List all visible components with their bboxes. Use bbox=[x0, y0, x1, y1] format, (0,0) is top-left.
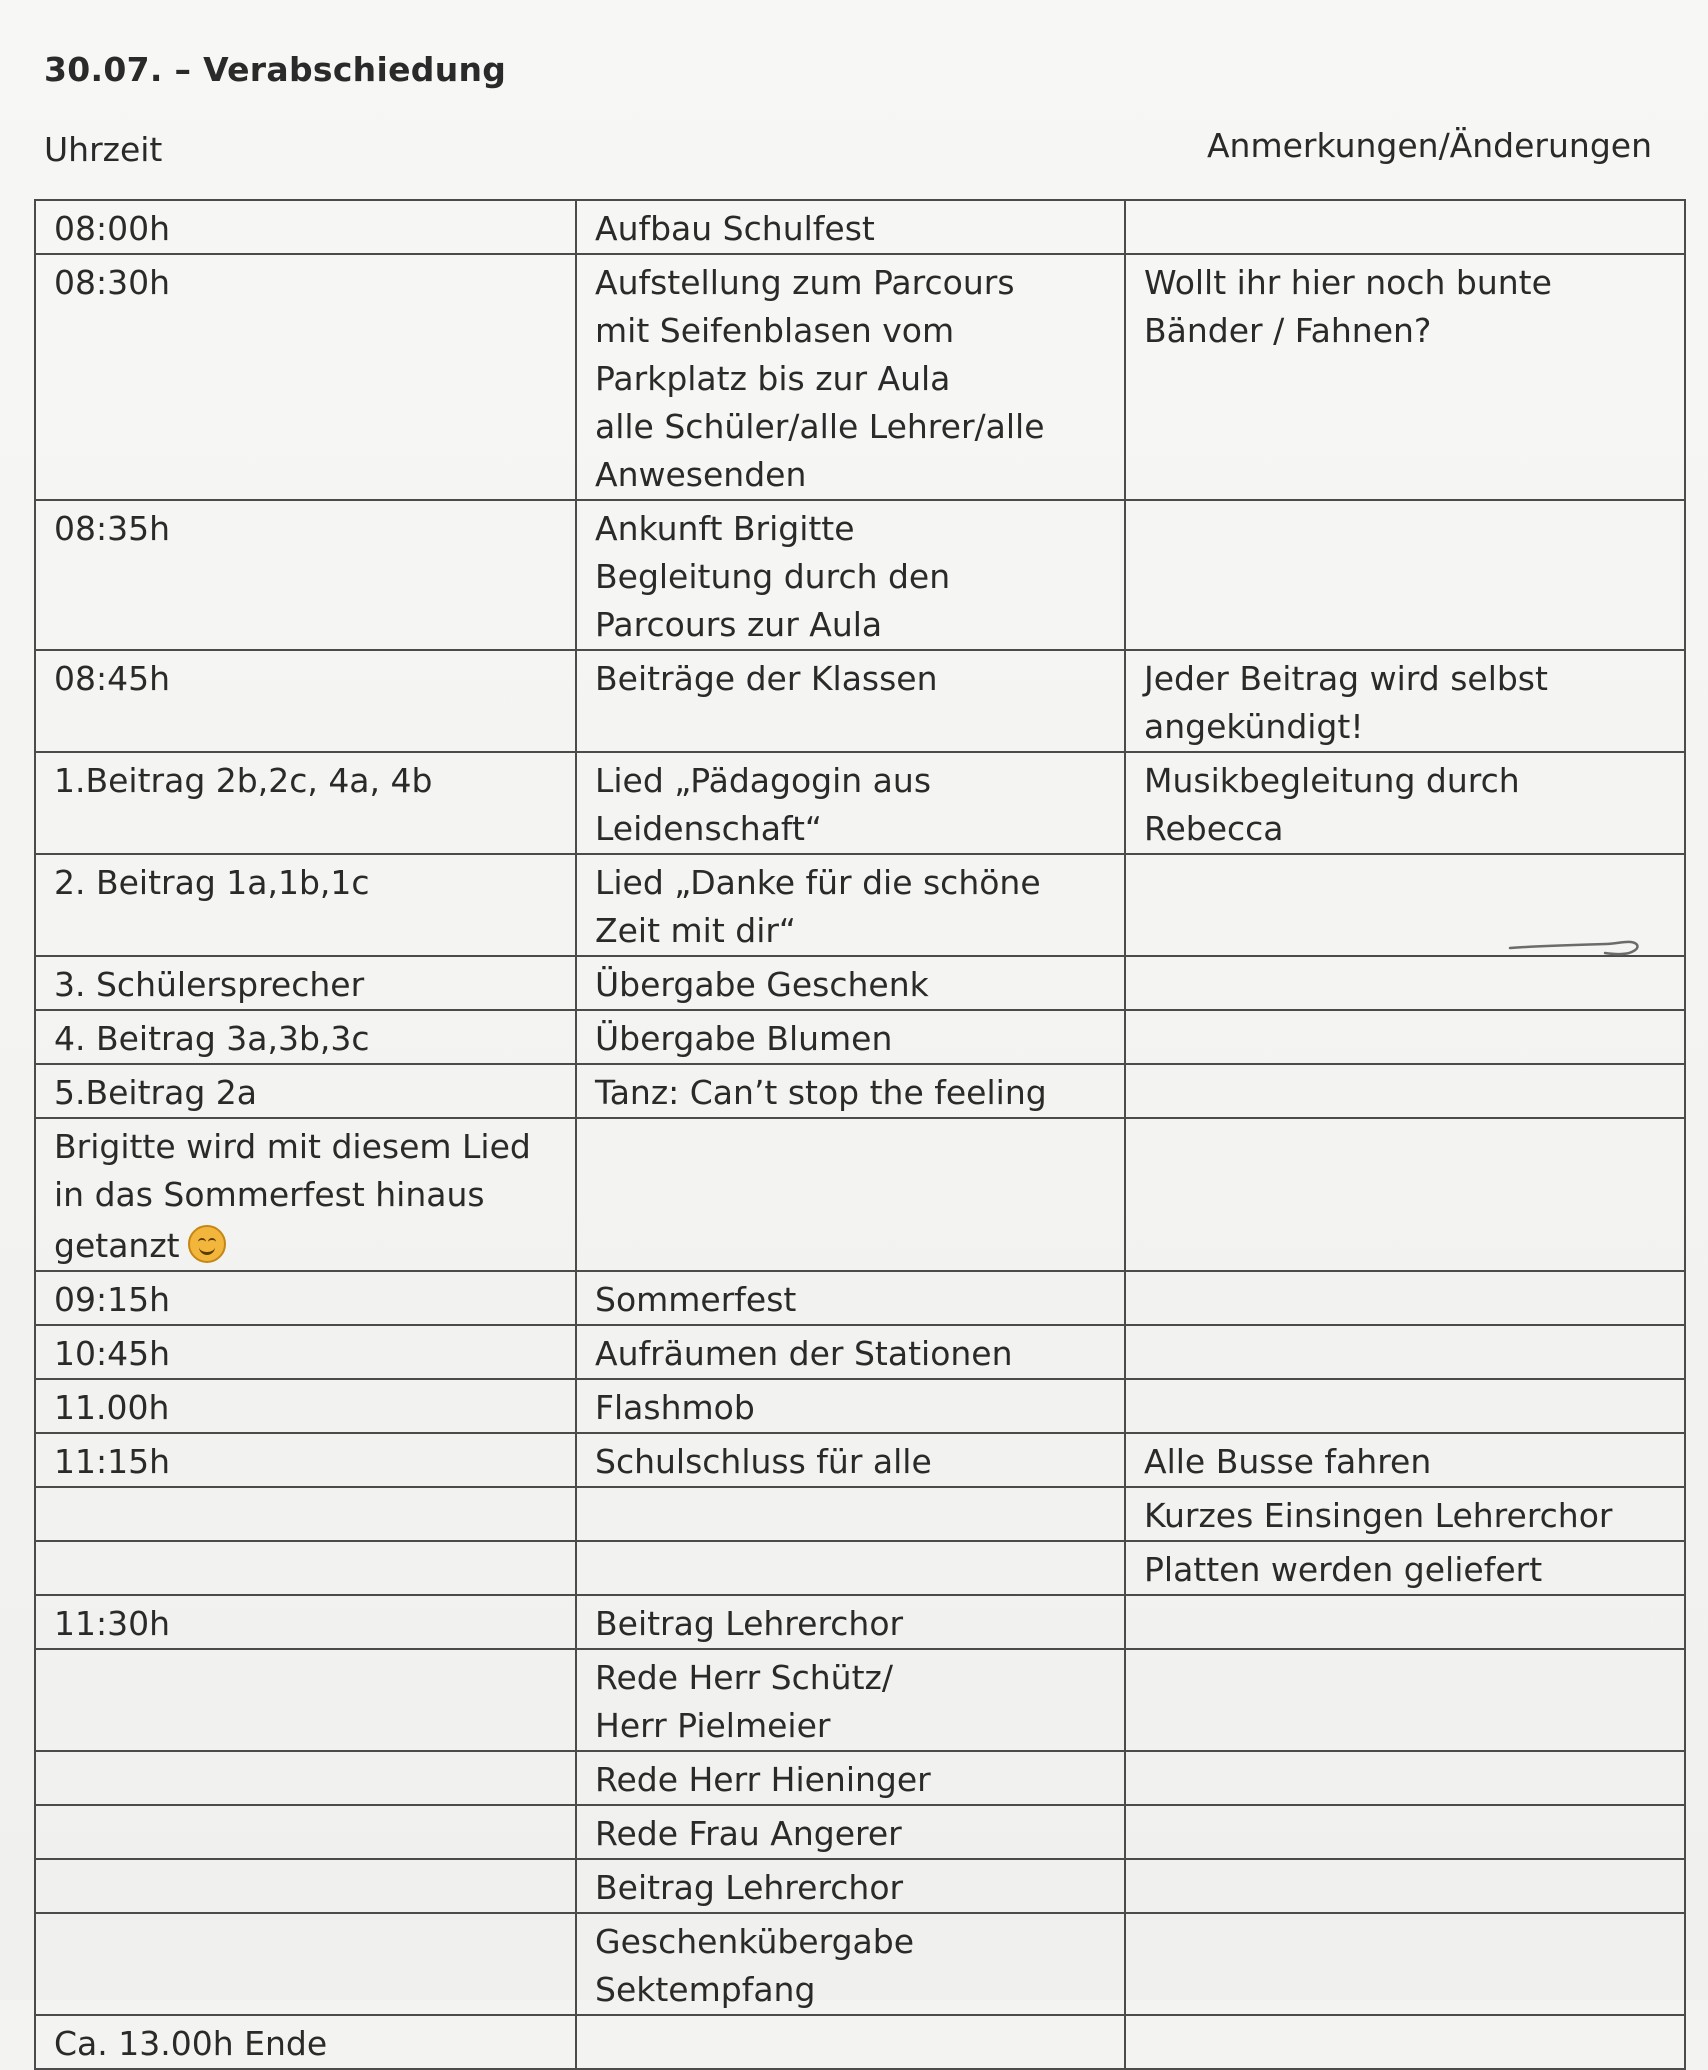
note-cell bbox=[1125, 956, 1685, 1010]
time-cell: 08:35h bbox=[35, 500, 576, 650]
event-cell: Übergabe Blumen bbox=[576, 1010, 1125, 1064]
schedule-table-wrapper bbox=[34, 199, 1684, 2070]
table-row bbox=[35, 200, 1685, 254]
time-cell: 10:45h bbox=[35, 1325, 576, 1379]
table-row bbox=[35, 1379, 1685, 1433]
table-row bbox=[35, 254, 1685, 500]
note-cell bbox=[1125, 1325, 1685, 1379]
note-cell bbox=[1125, 1064, 1685, 1118]
table-row bbox=[35, 1805, 1685, 1859]
table-row bbox=[35, 1649, 1685, 1751]
note-cell bbox=[1125, 1859, 1685, 1913]
event-cell: Aufräumen der Stationen bbox=[576, 1325, 1125, 1379]
event-cell bbox=[576, 2015, 1125, 2069]
event-cell: Sommerfest bbox=[576, 1271, 1125, 1325]
note-cell bbox=[1125, 1805, 1685, 1859]
event-cell: Schulschluss für alle bbox=[576, 1433, 1125, 1487]
time-cell: 5.Beitrag 2a bbox=[35, 1064, 576, 1118]
time-cell-text: Brigitte wird mit diesem Lied in das Sommerfest hinaus getanzt bbox=[54, 1127, 531, 1265]
table-row bbox=[35, 752, 1685, 854]
event-cell: Beiträge der Klassen bbox=[576, 650, 1125, 752]
event-cell: Aufbau Schulfest bbox=[576, 200, 1125, 254]
time-cell: 1.Beitrag 2b,2c, 4a, 4b bbox=[35, 752, 576, 854]
note-cell: Alle Busse fahren bbox=[1125, 1433, 1685, 1487]
table-row bbox=[35, 1325, 1685, 1379]
event-cell: Aufstellung zum Parcours mit Seifenblasen vom Parkplatz bis zur Aula alle Schüler/alle Lehrer/alle Anwesenden bbox=[576, 254, 1125, 500]
time-cell: 11:30h bbox=[35, 1595, 576, 1649]
time-cell: 11.00h bbox=[35, 1379, 576, 1433]
note-cell: Kurzes Einsingen Lehrerchor bbox=[1125, 1487, 1685, 1541]
note-cell bbox=[1125, 1379, 1685, 1433]
event-cell bbox=[576, 1541, 1125, 1595]
note-cell bbox=[1125, 200, 1685, 254]
event-cell bbox=[576, 1487, 1125, 1541]
event-cell: Tanz: Can’t stop the feeling bbox=[576, 1064, 1125, 1118]
event-cell: Beitrag Lehrerchor bbox=[576, 1595, 1125, 1649]
column-header-time: Uhrzeit bbox=[44, 130, 163, 169]
time-cell: 11:15h bbox=[35, 1433, 576, 1487]
time-cell: 08:30h bbox=[35, 254, 576, 500]
time-cell bbox=[35, 1859, 576, 1913]
note-cell bbox=[1125, 1649, 1685, 1751]
time-cell: 4. Beitrag 3a,3b,3c bbox=[35, 1010, 576, 1064]
time-cell bbox=[35, 1805, 576, 1859]
event-cell: Beitrag Lehrerchor bbox=[576, 1859, 1125, 1913]
note-cell: Musikbegleitung durch Rebecca bbox=[1125, 752, 1685, 854]
note-cell bbox=[1125, 1751, 1685, 1805]
note-cell bbox=[1125, 2015, 1685, 2069]
table-row bbox=[35, 1751, 1685, 1805]
time-cell bbox=[35, 1751, 576, 1805]
table-row bbox=[35, 1595, 1685, 1649]
time-cell: Ca. 13.00h Ende bbox=[35, 2015, 576, 2069]
table-row bbox=[35, 854, 1685, 956]
table-row bbox=[35, 1118, 1685, 1271]
note-cell bbox=[1125, 1595, 1685, 1649]
note-cell: Platten werden geliefert bbox=[1125, 1541, 1685, 1595]
table-row bbox=[35, 500, 1685, 650]
time-cell: 2. Beitrag 1a,1b,1c bbox=[35, 854, 576, 956]
table-row bbox=[35, 1859, 1685, 1913]
time-cell: 08:00h bbox=[35, 200, 576, 254]
table-row bbox=[35, 1271, 1685, 1325]
event-cell: Flashmob bbox=[576, 1379, 1125, 1433]
time-cell bbox=[35, 1118, 576, 1271]
event-cell: Ankunft Brigitte Begleitung durch den Parcours zur Aula bbox=[576, 500, 1125, 650]
event-cell: Geschenkübergabe Sektempfang bbox=[576, 1913, 1125, 2015]
event-cell: Rede Herr Schütz/ Herr Pielmeier bbox=[576, 1649, 1125, 1751]
note-cell bbox=[1125, 854, 1685, 956]
table-row bbox=[35, 1541, 1685, 1595]
time-cell: 09:15h bbox=[35, 1271, 576, 1325]
table-row bbox=[35, 650, 1685, 752]
table-row bbox=[35, 1433, 1685, 1487]
event-cell bbox=[576, 1118, 1125, 1271]
time-cell: 3. Schülersprecher bbox=[35, 956, 576, 1010]
event-cell: Rede Frau Angerer bbox=[576, 1805, 1125, 1859]
note-cell bbox=[1125, 1271, 1685, 1325]
time-cell bbox=[35, 1541, 576, 1595]
event-cell: Übergabe Geschenk bbox=[576, 956, 1125, 1010]
column-header-notes: Anmerkungen/Änderungen bbox=[1206, 126, 1652, 165]
table-row bbox=[35, 956, 1685, 1010]
time-cell bbox=[35, 1649, 576, 1751]
schedule-table bbox=[34, 199, 1686, 2070]
table-row bbox=[35, 2015, 1685, 2069]
note-cell bbox=[1125, 1118, 1685, 1271]
document-title: 30.07. – Verabschiedung bbox=[44, 50, 507, 89]
note-cell: Wollt ihr hier noch bunte Bänder / Fahnen? bbox=[1125, 254, 1685, 500]
table-row bbox=[35, 1487, 1685, 1541]
smiling-face-icon bbox=[188, 1225, 226, 1263]
event-cell: Lied „Danke für die schöne Zeit mit dir“ bbox=[576, 854, 1125, 956]
table-row bbox=[35, 1010, 1685, 1064]
time-cell bbox=[35, 1487, 576, 1541]
event-cell: Lied „Pädagogin aus Leidenschaft“ bbox=[576, 752, 1125, 854]
note-cell bbox=[1125, 500, 1685, 650]
event-cell: Rede Herr Hieninger bbox=[576, 1751, 1125, 1805]
table-row bbox=[35, 1064, 1685, 1118]
note-cell bbox=[1125, 1010, 1685, 1064]
note-cell: Jeder Beitrag wird selbst angekündigt! bbox=[1125, 650, 1685, 752]
time-cell: 08:45h bbox=[35, 650, 576, 752]
